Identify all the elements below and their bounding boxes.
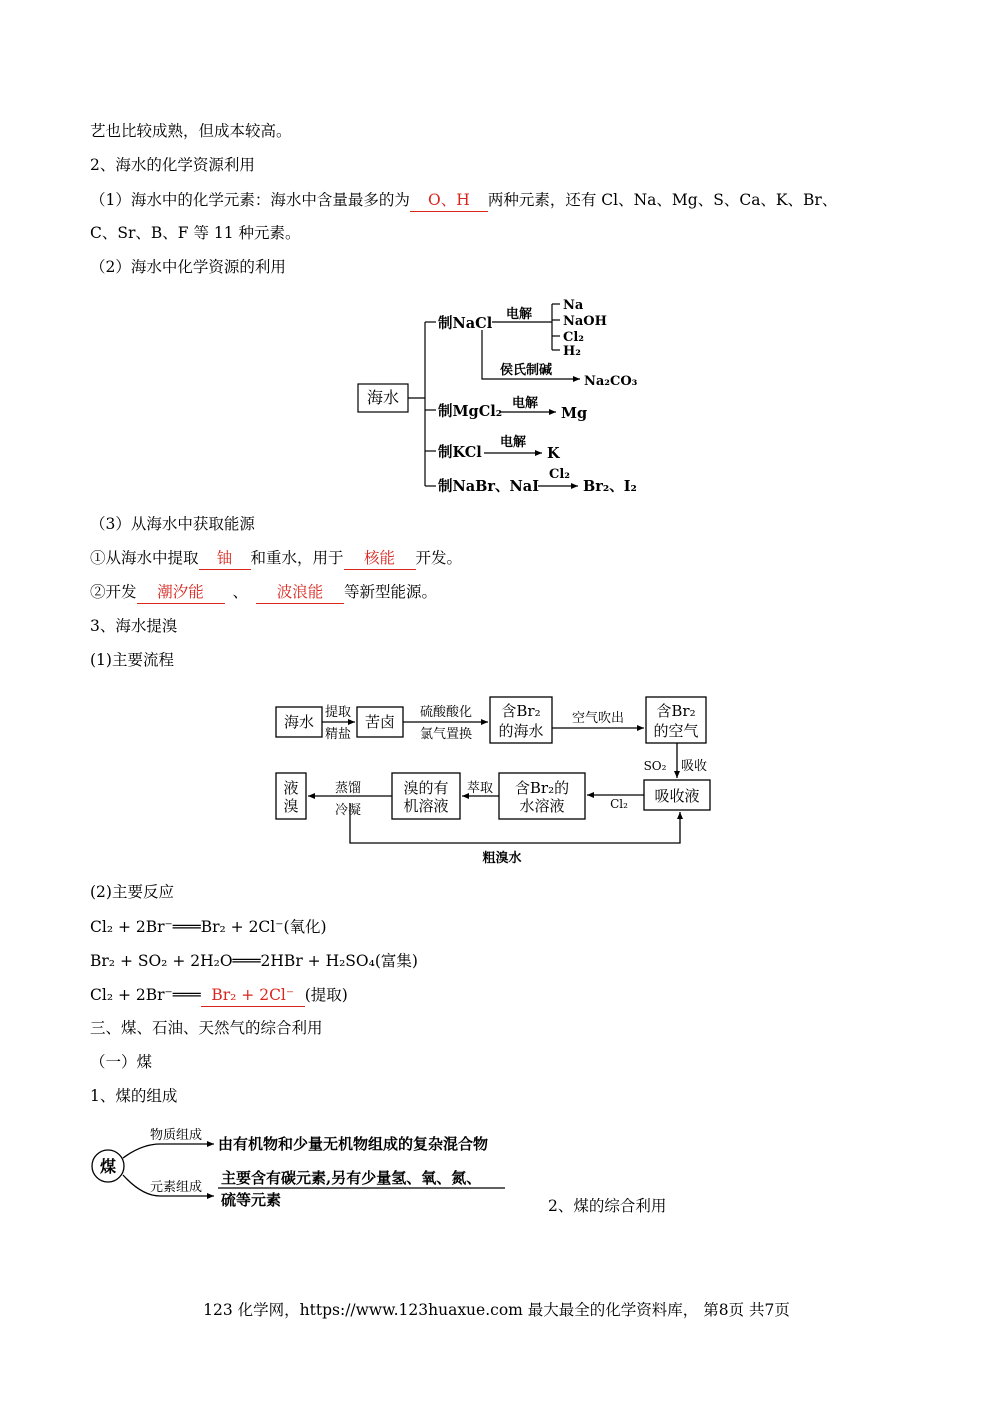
source-label: 海水 (366, 388, 400, 407)
flow-label: 氯气置换 (419, 727, 473, 742)
branch-text: 主要含有碳元素,另有少量氢、氧、氮、 (221, 1169, 482, 1187)
branch-text: 硫等元素 (221, 1191, 282, 1209)
bromine-flow-diagram (270, 690, 720, 870)
text-segment: ①从海水中提取 (90, 549, 199, 567)
reaction-equation (90, 916, 327, 938)
flow-label: 精盐 (324, 727, 352, 742)
flow-label: 蒸馏 (334, 781, 362, 796)
text-line (90, 547, 462, 570)
flow-node: 溴 (283, 797, 299, 815)
flow-label: 提取 (324, 705, 352, 720)
flow-label: 冷凝 (334, 803, 362, 818)
flow-label: 空气吹出 (571, 711, 625, 726)
reaction-equation (90, 950, 418, 972)
branch-label: 制NaCl (438, 315, 493, 332)
arrow-label: 电解 (506, 307, 533, 322)
seawater-resources-diagram (350, 292, 670, 502)
text-segment: 两种元素，还有 Cl、Na、Mg、S、Ca、K、Br、 (487, 191, 838, 209)
arrow-label: 电解 (500, 435, 527, 450)
reaction-rhs: Br₂ + 2Cl⁻ (200, 918, 284, 936)
branch-text: 由有机物和少量无机物组成的复杂混合物 (218, 1135, 489, 1153)
text-segment: （1）海水中的化学元素：海水中含量最多的为 (90, 191, 410, 209)
product-label: H₂ (563, 344, 581, 359)
text-line (90, 581, 437, 604)
flow-label: 粗溴水 (482, 851, 522, 866)
branch-label: 元素组成 (150, 1180, 203, 1195)
reaction-lhs: Cl₂ + 2Br⁻ (90, 918, 173, 936)
reaction-lhs: Br₂ + SO₂ + 2H₂O (90, 952, 233, 970)
reaction-note: (氧化) (283, 918, 327, 936)
flow-node: 含Br₂的 (514, 779, 570, 797)
branch-label: 物质组成 (150, 1128, 203, 1143)
answer-blank: O、H (410, 189, 488, 212)
flow-node: 含Br₂ (656, 702, 696, 720)
text-line (90, 189, 837, 212)
text-line: 1、煤的组成 (90, 1087, 178, 1105)
product-label: Mg (561, 405, 588, 422)
answer-blank: 核能 (344, 547, 416, 570)
text-line: （2）海水中化学资源的利用 (90, 258, 286, 276)
arrow-label: Cl₂ (549, 467, 570, 482)
flow-node: 吸收液 (654, 787, 700, 805)
answer-blank: Br₂ + 2Cl⁻ (201, 984, 305, 1007)
flow-node: 的空气 (653, 722, 699, 740)
flow-label: 吸收 (680, 759, 708, 774)
flow-node: 苦卤 (364, 713, 396, 731)
text-segment: 、 (232, 583, 249, 601)
product-label: K (547, 445, 560, 462)
flow-label: Cl₂ (610, 797, 628, 811)
text-segment: ②开发 (90, 583, 137, 601)
flow-node: 海水 (283, 713, 315, 731)
equals-sign: ═══ (172, 986, 201, 1004)
flow-node: 含Br₂ (501, 702, 541, 720)
answer-blank: 潮汐能 (137, 581, 225, 604)
branch-label: 制KCl (438, 444, 482, 461)
product-label: Na₂CO₃ (584, 374, 638, 389)
flow-label: 萃取 (466, 781, 494, 796)
text-segment: 和重水，用于 (250, 549, 344, 567)
product-label: NaOH (563, 314, 607, 329)
arrow-label: 侯氏制碱 (500, 363, 553, 378)
answer-blank: 波浪能 (256, 581, 344, 604)
page-footer: 123 化学网，https://www.123huaxue.com 最大最全的化学资料库， 第8页 共7页 (203, 1301, 790, 1319)
product-label: Cl₂ (563, 330, 584, 345)
branch-label: 制MgCl₂ (438, 403, 503, 420)
flow-node: 溴的有 (403, 779, 449, 797)
text-line: (2)主要反应 (90, 883, 174, 901)
equals-sign: ═══ (232, 952, 261, 970)
flow-node: 水溶液 (519, 797, 565, 815)
reaction-lhs: Cl₂ + 2Br⁻ (90, 986, 173, 1004)
text-line: 艺也比较成熟，但成本较高。 (90, 122, 292, 140)
flow-label: 硫酸酸化 (419, 705, 473, 720)
text-segment: 等新型能源。 (344, 583, 438, 601)
section-heading: 2、海水的化学资源利用 (90, 156, 255, 174)
reaction-rhs: 2HBr + H₂SO₄ (260, 952, 375, 970)
text-line: （一）煤 (90, 1053, 153, 1071)
text-line: C、Sr、B、F 等 11 种元素。 (90, 224, 301, 242)
section-heading: 2、煤的综合利用 (548, 1197, 667, 1215)
text-line: （3）从海水中获取能源 (90, 515, 255, 533)
flow-node: 的海水 (498, 722, 544, 740)
reaction-equation (90, 984, 348, 1007)
arrow-label: 电解 (512, 396, 539, 411)
product-label: Na (563, 298, 584, 313)
reaction-note: (富集) (374, 952, 418, 970)
flow-node: 液 (283, 779, 299, 797)
branch-label: 制NaBr、NaI (438, 478, 539, 495)
text-line: (1)主要流程 (90, 651, 174, 669)
reaction-note: (提取) (304, 986, 348, 1004)
text-segment: 开发。 (415, 549, 463, 567)
section-heading: 三、煤、石油、天然气的综合利用 (90, 1019, 323, 1037)
flow-node: 机溶液 (403, 797, 449, 815)
flow-label: SO₂ (643, 759, 667, 773)
equals-sign: ═══ (172, 918, 201, 936)
coal-composition-diagram (88, 1118, 528, 1218)
product-label: Br₂、I₂ (583, 478, 637, 495)
answer-blank: 铀 (199, 547, 251, 570)
section-heading: 3、海水提溴 (90, 617, 178, 635)
coal-label: 煤 (99, 1157, 117, 1176)
